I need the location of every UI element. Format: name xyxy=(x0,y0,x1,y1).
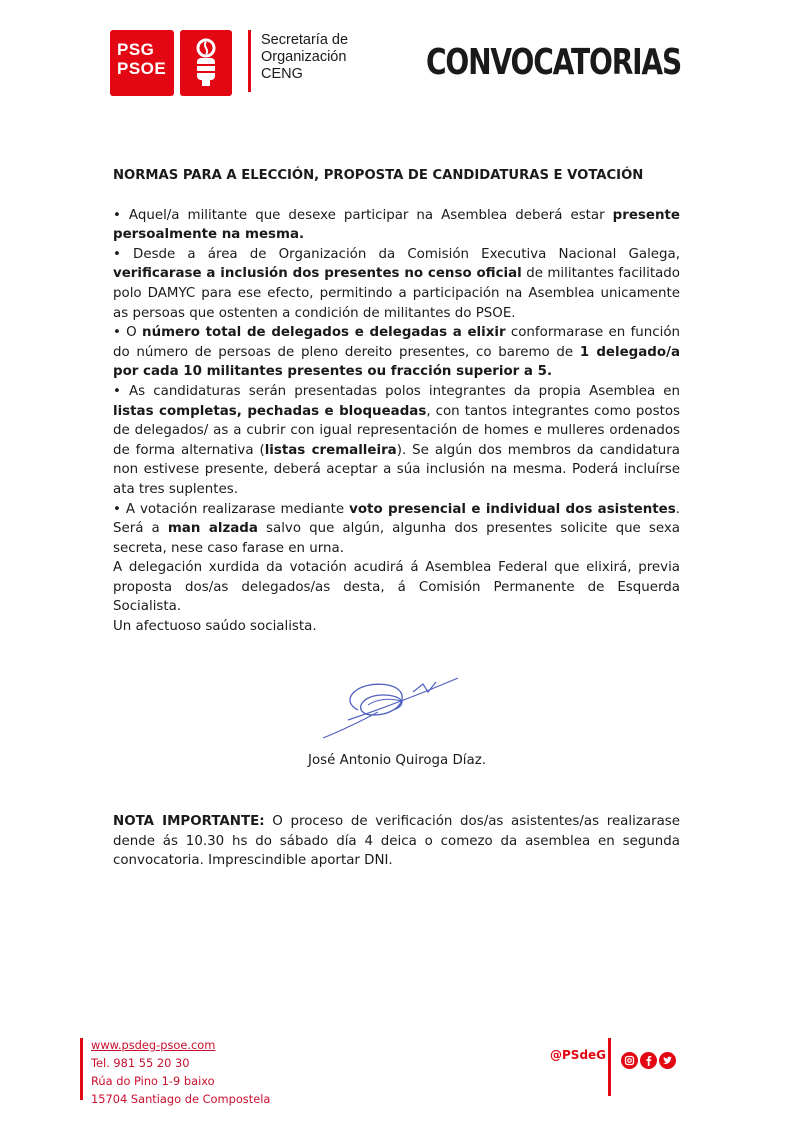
website-link[interactable]: www.psdeg-psoe.com xyxy=(91,1038,216,1052)
paragraph-delegation: A delegación xurdida da votación acudirá á Asemblea Federal que elixirá, previa proposta dos/as delegados/as desta, á Comisión Permanente de Esquerda Socialista. xyxy=(113,560,680,615)
logo-text xyxy=(117,40,166,78)
footer-divider-left xyxy=(80,1038,83,1100)
paragraph-presence: • Aquel/a militante que desexe participar na Asemblea deberá estar presente persoalmente na mesma. xyxy=(113,207,680,243)
facebook-icon[interactable] xyxy=(640,1052,657,1069)
instagram-icon[interactable] xyxy=(621,1052,638,1069)
handwritten-signature xyxy=(318,670,468,742)
dept-line-2: Organización xyxy=(261,49,347,65)
phone: Tel. 981 55 20 30 xyxy=(91,1056,190,1070)
page-title: CONVOCATORIAS xyxy=(425,42,681,83)
dept-line-1: Secretaría de xyxy=(261,32,349,48)
signer-name: José Antonio Quiroga Díaz. xyxy=(308,753,486,768)
logo-line-2: PSOE xyxy=(117,59,167,78)
department-name xyxy=(261,32,348,83)
important-note xyxy=(113,812,680,871)
social-handle: @PSdeG xyxy=(550,1048,607,1062)
paragraph-delegates: • O número total de delegados e delegadas a elixir conformarase en función do número de persoas de pleno dereito presentes, co baremo de 1 delegado/a por cada 10 militantes presentes ou fracción superior a 5. xyxy=(113,325,681,380)
footer-contact xyxy=(91,1036,270,1108)
logo-line-1: PSG xyxy=(117,40,155,59)
dept-line-3: CENG xyxy=(261,66,303,82)
paragraph-voting: • A votación realizarase mediante voto presencial e individual dos asistentes. Será a man alzada salvo que algún, algunha dos presentes solicite que sexa secreta, nese caso farase en urna. xyxy=(113,501,680,556)
paragraph-greeting: Un afectuoso saúdo socialista. xyxy=(113,619,317,635)
footer-divider-right xyxy=(608,1038,611,1096)
rose-fist-icon xyxy=(180,30,232,96)
address-line-2: 15704 Santiago de Compostela xyxy=(91,1092,271,1106)
section-heading: NORMAS PARA A ELECCIÓN, PROPOSTA DE CANDIDATURAS E VOTACIÓN xyxy=(113,168,644,183)
note-label: NOTA IMPORTANTE: xyxy=(113,814,265,829)
note-text: O proceso de verificación dos/as asistentes/as realizarase dende ás 10.30 hs do sábado día 4 deica o comezo da asemblea en segunda convocatoria. Imprescindible aportar DNI. xyxy=(113,814,680,869)
document-body xyxy=(113,166,680,637)
paragraph-candidatures: • As candidaturas serán presentadas polos integrantes da propia Asemblea en listas completas, pechadas e bloqueadas, con tantos integrantes como postos de delegados/ as a cubrir con igual representación de homes e mulleres ordenados de forma alternativa (listas cremalleira). Se algún dos membros da candidatura non estivese presente, deberá aceptar a súa inclusión na mesma. Poderá incluírse ata tres suplentes. xyxy=(113,383,681,497)
social-icons xyxy=(621,1052,676,1069)
twitter-icon[interactable] xyxy=(659,1052,676,1069)
address-line-1: Rúa do Pino 1-9 baixo xyxy=(91,1074,215,1088)
header-divider xyxy=(248,30,251,92)
psg-psoe-logo xyxy=(110,30,174,96)
paragraph-verification: • Desde a área de Organización da Comisión Executiva Nacional Galega, verificarase a inclusión dos presentes no censo oficial de militantes facilitado polo DAMYC para ese efecto, permitindo a participación na Asemblea unicamente as persoas que ostenten a condición de militantes do PSOE. xyxy=(113,246,680,321)
